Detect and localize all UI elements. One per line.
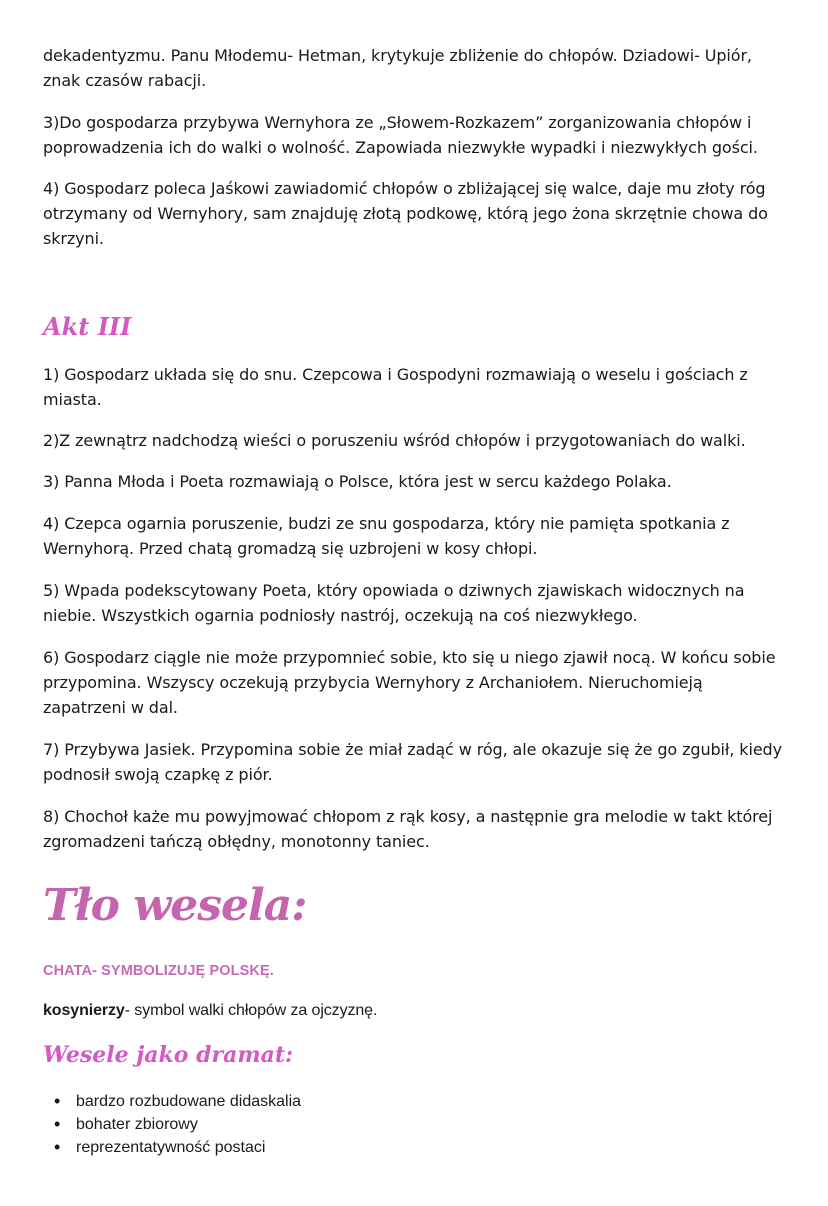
background-title: Tło wesela: bbox=[43, 880, 307, 931]
drama-heading: Wesele jako dramat: bbox=[43, 1042, 294, 1068]
kosynierzy-line bbox=[43, 998, 783, 1023]
act3-item-2: 2)Z zewnątrz nadchodzą wieści o poruszeniu wśród chłopów i przygotowaniach do walki. bbox=[43, 431, 746, 450]
chata-line: CHATA- SYMBOLIZUJĘ POLSKĘ. bbox=[43, 963, 274, 979]
act3-item-3: 3) Panna Młoda i Poeta rozmawiają o Polsce, która jest w sercu każdego Polaka. bbox=[43, 472, 672, 491]
list-item: • bardzo rozbudowane didaskalia bbox=[43, 1090, 783, 1113]
intro-paragraph-1: dekadentyzmu. Panu Młodemu- Hetman, krytykuje zbliżenie do chłopów. Dziadowi- Upiór, znak czasów rabacji. bbox=[43, 46, 752, 90]
kosynierzy-description: - symbol walki chłopów za ojczyznę. bbox=[124, 1002, 378, 1019]
act3-item-5: 5) Wpada podekscytowany Poeta, który opowiada o dziwnych zjawiskach widocznych na niebie. Wszystkich ogarnia podniosły nastrój, oczekują na coś niezwykłego. bbox=[43, 581, 745, 625]
intro-paragraph-3: 4) Gospodarz poleca Jaśkowi zawiadomić chłopów o zbliżającej się walce, daje mu złoty róg otrzymany od Wernyhory, sam znajduję złotą podkowę, którą jego żona skrzętnie chowa do skrzyni. bbox=[43, 179, 768, 248]
drama-bullet-list bbox=[43, 1090, 783, 1159]
act3-item-1: 1) Gospodarz układa się do snu. Czepcowa i Gospodyni rozmawiają o weselu i gościach z miasta. bbox=[43, 365, 748, 409]
list-item: • reprezentatywność postaci bbox=[43, 1136, 783, 1159]
act3-item-7: 7) Przybywa Jasiek. Przypomina sobie że miał zadąć w róg, ale okazuje się że go zgubił, kiedy podnosił swoją czapkę z piór. bbox=[43, 740, 782, 784]
intro-paragraph-2: 3)Do gospodarza przybywa Wernyhora ze „Słowem-Rozkazem” zorganizowania chłopów i poprowadzenia ich do walki o wolność. Zapowiada niezwykłe wypadki i niezwykłych gości. bbox=[43, 113, 758, 157]
act3-heading: Akt III bbox=[43, 312, 132, 341]
act3-item-4: 4) Czepca ogarnia poruszenie, budzi ze snu gospodarza, który nie pamięta spotkania z Wernyhorą. Przed chatą gromadzą się uzbrojeni w kosy chłopi. bbox=[43, 514, 730, 558]
act3-item-8: 8) Chochoł każe mu powyjmować chłopom z rąk kosy, a następnie gra melodie w takt której zgromadzeni tańczą obłędny, monotonny taniec. bbox=[43, 807, 773, 851]
act3-item-6: 6) Gospodarz ciągle nie może przypomnieć sobie, kto się u niego zjawił nocą. W końcu sobie przypomina. Wszyscy oczekują przybycia Wernyhory z Archaniołem. Nieruchomieją zapatrzeni w dal. bbox=[43, 648, 776, 717]
list-item: • bohater zbiorowy bbox=[43, 1113, 783, 1136]
kosynierzy-term: kosynierzy bbox=[43, 1002, 125, 1019]
